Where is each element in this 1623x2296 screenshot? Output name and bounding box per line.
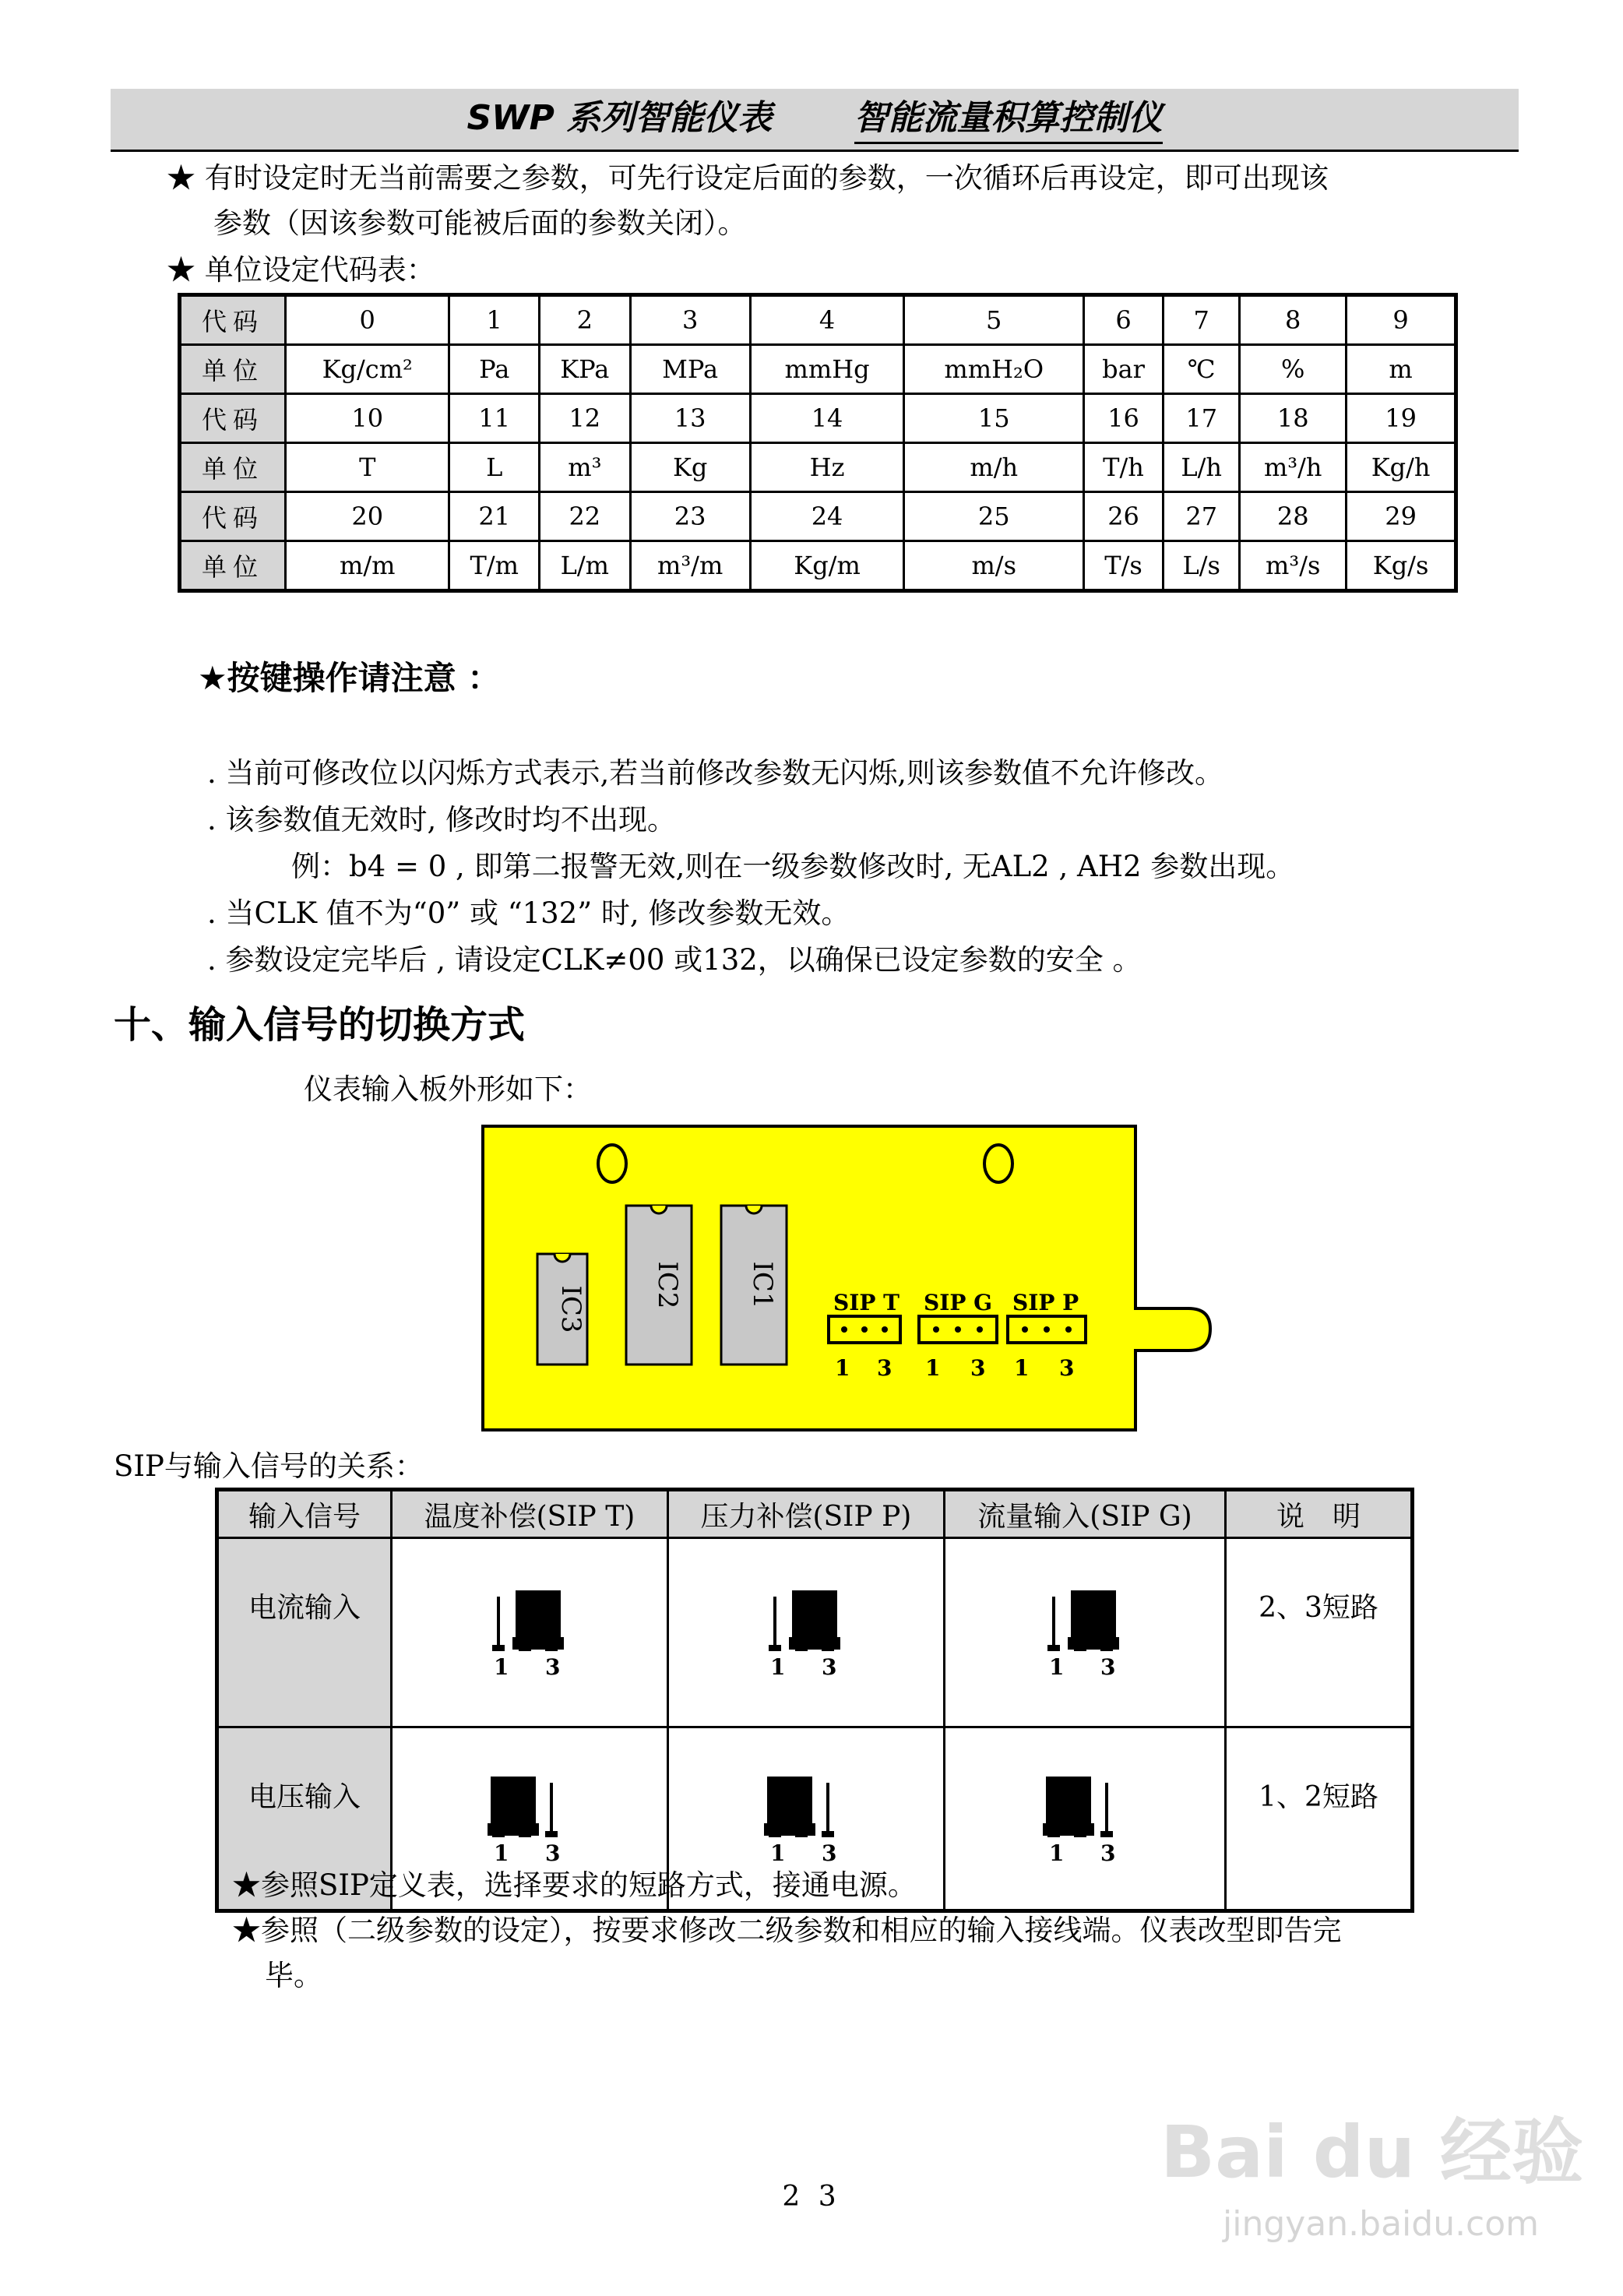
pin-label: 1 — [769, 1654, 786, 1679]
short-circuit-note: 2、3短路 — [1226, 1538, 1413, 1727]
key-note-3: . 当CLK 值不为“0” 或 “132” 时, 修改参数无效。 — [207, 896, 850, 930]
column-header: 温度补偿(SIP T) — [392, 1490, 668, 1538]
jumper-pins-1-2-icon — [483, 1772, 576, 1865]
pin-label: 1 — [1048, 1840, 1065, 1865]
pin-label: 1 — [493, 1840, 509, 1865]
code-cell: 0 — [286, 295, 449, 345]
code-cell: 6 — [1084, 295, 1164, 345]
code-cell: 20 — [286, 492, 449, 541]
code-cell: 1 — [449, 295, 540, 345]
pin-label: 3 — [1100, 1840, 1116, 1865]
unit-cell: L/s — [1164, 541, 1240, 591]
unit-cell: ℃ — [1164, 345, 1240, 394]
code-cell: 12 — [540, 394, 631, 443]
jumper-pins-1-2-icon — [759, 1772, 853, 1865]
page-header — [111, 89, 1519, 152]
code-cell: 28 — [1240, 492, 1347, 541]
column-header: 输入信号 — [217, 1490, 392, 1538]
pin-label: 3 — [544, 1840, 561, 1865]
column-header: 流量输入(SIP G) — [944, 1490, 1225, 1538]
code-cell: 25 — [904, 492, 1084, 541]
unit-cell: T — [286, 443, 449, 492]
key-note-1: . 当前可修改位以闪烁方式表示,若当前修改参数无闪烁,则该参数值不允许修改。 — [207, 756, 1224, 790]
unit-cell: T/m — [449, 541, 540, 591]
svg-text:3: 3 — [1059, 1355, 1075, 1381]
unit-code-row — [180, 295, 1456, 345]
sip-label: SIP T — [833, 1290, 900, 1315]
unit-cell: Hz — [750, 443, 904, 492]
unit-cell: Kg/h — [1347, 443, 1456, 492]
unit-cell: m³/s — [1240, 541, 1347, 591]
unit-value-row — [180, 443, 1456, 492]
code-cell: 4 — [750, 295, 904, 345]
sip-label: SIP G — [924, 1290, 993, 1315]
unit-cell: m³ — [540, 443, 631, 492]
code-cell: 26 — [1084, 492, 1164, 541]
unit-code-row — [180, 394, 1456, 443]
sip-relation-table — [215, 1488, 1414, 1913]
code-cell: 7 — [1164, 295, 1240, 345]
pin-label: 1 — [493, 1654, 509, 1679]
board-body — [483, 1126, 1210, 1430]
short-circuit-note: 1、2短路 — [1226, 1727, 1413, 1911]
pin-label: 3 — [821, 1654, 837, 1679]
sip-row — [217, 1538, 1413, 1727]
unit-cell: % — [1240, 345, 1347, 394]
unit-cell: Kg/s — [1347, 541, 1456, 591]
board-intro: 仪表输入板外形如下： — [304, 1072, 592, 1106]
jumper-pins-2-3-icon — [483, 1586, 576, 1679]
unit-cell: m/h — [904, 443, 1084, 492]
final-note-1: ★参照SIP定义表，选择要求的短路方式，接通电源。 — [232, 1868, 917, 1902]
unit-code-row — [180, 492, 1456, 541]
unit-cell: L/h — [1164, 443, 1240, 492]
code-cell: 9 — [1347, 295, 1456, 345]
key-note-example: 例：b4 = 0 , 即第二报警无效,则在一级参数修改时, 无AL2 , AH2 参数出现。 — [291, 850, 1295, 883]
unit-cell: m³/m — [630, 541, 750, 591]
jumper-cell — [667, 1538, 944, 1727]
watermark-logo: Bai du 经验 — [1160, 2111, 1584, 2194]
row-label: 单位 — [180, 443, 286, 492]
code-cell: 23 — [630, 492, 750, 541]
jumper-pins-2-3-icon — [1038, 1586, 1132, 1679]
code-cell: 15 — [904, 394, 1084, 443]
jumper-cell — [392, 1538, 668, 1727]
key-note-2: . 该参数值无效时, 修改时均不出现。 — [207, 803, 677, 836]
unit-cell: Kg/m — [750, 541, 904, 591]
row-label: 代码 — [180, 295, 286, 345]
unit-cell: Kg/cm² — [286, 345, 449, 394]
final-note-2: ★参照（二级参数的设定），按要求修改二级参数和相应的输入接线端。仪表改型即告完 — [232, 1914, 1342, 1947]
jumper-cell — [944, 1538, 1225, 1727]
code-cell: 3 — [630, 295, 750, 345]
row-label: 单位 — [180, 345, 286, 394]
unit-cell: T/h — [1084, 443, 1164, 492]
sip-label: SIP P — [1012, 1290, 1079, 1315]
page-number: 2 3 — [782, 2181, 841, 2213]
unit-cell: Kg — [630, 443, 750, 492]
svg-text:1: 1 — [925, 1355, 941, 1381]
jumper-pins-2-3-icon — [759, 1586, 853, 1679]
pin-label: 3 — [1100, 1654, 1116, 1679]
note-line-2: 参数（因该参数可能被后面的参数关闭）。 — [213, 206, 747, 240]
key-notes-heading: ★按键操作请注意 ： — [198, 659, 501, 697]
code-cell: 13 — [630, 394, 750, 443]
sip-relation-label: SIP与输入信号的关系： — [114, 1449, 424, 1483]
unit-value-row — [180, 345, 1456, 394]
jumper-cell — [944, 1727, 1225, 1911]
unit-cell: Pa — [449, 345, 540, 394]
unit-cell: m/m — [286, 541, 449, 591]
row-label: 代码 — [180, 394, 286, 443]
code-cell: 8 — [1240, 295, 1347, 345]
input-signal-label: 电压输入 — [217, 1727, 392, 1911]
note-line-3: ★ 单位设定代码表： — [167, 253, 435, 287]
pin-label: 1 — [769, 1840, 786, 1865]
unit-cell: KPa — [540, 345, 631, 394]
code-cell: 29 — [1347, 492, 1456, 541]
svg-text:3: 3 — [877, 1355, 892, 1381]
ic-label: IC3 — [555, 1285, 586, 1333]
header-title: SWP 系列智能仪表 — [466, 98, 773, 138]
unit-cell: m/s — [904, 541, 1084, 591]
unit-cell: m³/h — [1240, 443, 1347, 492]
unit-cell: L — [449, 443, 540, 492]
code-cell: 19 — [1347, 394, 1456, 443]
svg-text:1: 1 — [835, 1355, 850, 1381]
pin-label: 3 — [544, 1654, 561, 1679]
unit-cell: L/m — [540, 541, 631, 591]
ic-label: IC2 — [652, 1261, 683, 1309]
header-title-row — [111, 95, 1519, 144]
pin-label: 3 — [821, 1840, 837, 1865]
unit-cell: bar — [1084, 345, 1164, 394]
svg-text:3: 3 — [970, 1355, 986, 1381]
code-cell: 16 — [1084, 394, 1164, 443]
input-signal-label: 电流输入 — [217, 1538, 392, 1727]
column-header: 压力补偿(SIP P) — [667, 1490, 944, 1538]
svg-text:1: 1 — [1014, 1355, 1030, 1381]
unit-cell: mmH₂O — [904, 345, 1084, 394]
code-cell: 10 — [286, 394, 449, 443]
final-note-3: 毕。 — [265, 1959, 322, 1992]
code-cell: 5 — [904, 295, 1084, 345]
ic-label: IC1 — [747, 1261, 778, 1309]
unit-value-row — [180, 541, 1456, 591]
code-cell: 14 — [750, 394, 904, 443]
code-cell: 27 — [1164, 492, 1240, 541]
row-label: 代码 — [180, 492, 286, 541]
code-cell: 18 — [1240, 394, 1347, 443]
input-board-diagram — [481, 1125, 1221, 1436]
code-cell: 22 — [540, 492, 631, 541]
unit-code-table — [178, 293, 1458, 593]
row-label: 单位 — [180, 541, 286, 591]
unit-cell: T/s — [1084, 541, 1164, 591]
code-cell: 21 — [449, 492, 540, 541]
header-subtitle: 智能流量积算控制仪 — [854, 95, 1163, 144]
section-title: 十、输入信号的切换方式 — [114, 1003, 526, 1047]
unit-cell: MPa — [630, 345, 750, 394]
code-cell: 17 — [1164, 394, 1240, 443]
jumper-pins-1-2-icon — [1038, 1772, 1132, 1865]
sip-header-row — [217, 1490, 1413, 1538]
watermark-url: jingyan.baidu.com — [1223, 2204, 1540, 2244]
unit-cell: mmHg — [750, 345, 904, 394]
key-note-4: . 参数设定完毕后 , 请设定CLK≠00 或132，以确保已设定参数的安全 。 — [207, 943, 1142, 977]
code-cell: 2 — [540, 295, 631, 345]
column-header: 说 明 — [1226, 1490, 1413, 1538]
note-line-1: ★ 有时设定时无当前需要之参数，可先行设定后面的参数，一次循环后再设定，即可出现该 — [167, 161, 1329, 195]
code-cell: 11 — [449, 394, 540, 443]
pin-label: 1 — [1048, 1654, 1065, 1679]
code-cell: 24 — [750, 492, 904, 541]
unit-cell: m — [1347, 345, 1456, 394]
